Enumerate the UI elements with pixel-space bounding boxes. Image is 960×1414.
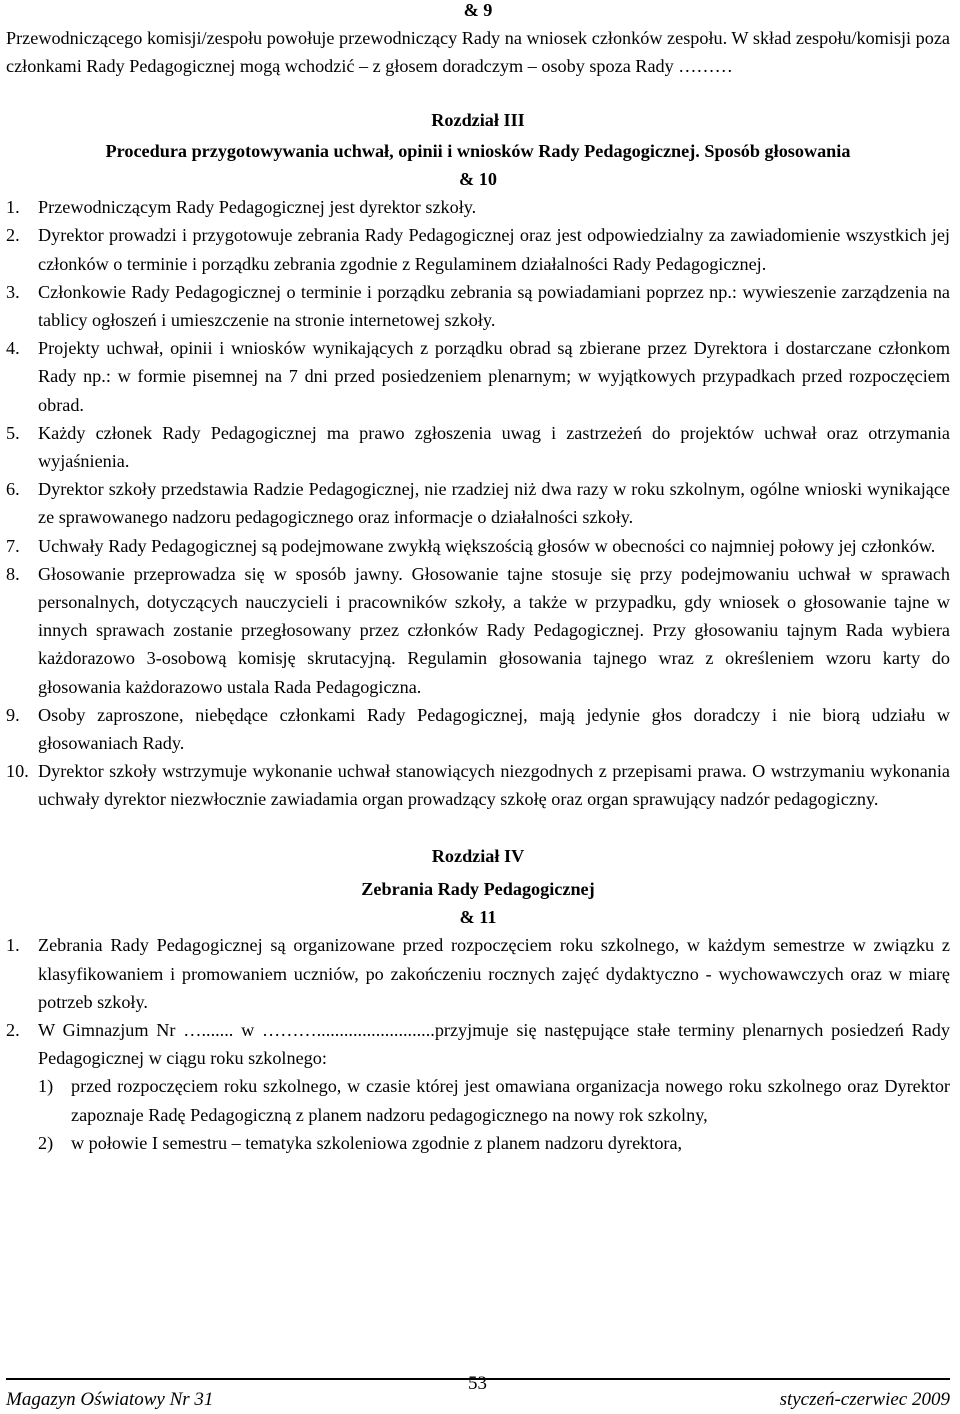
sub-list-item-text: w połowie I semestru – tematyka szkoleniowa zgodnie z planem nadzoru dyrektora, bbox=[71, 1132, 683, 1153]
page-number: 53 bbox=[468, 1373, 487, 1394]
list-item bbox=[6, 193, 950, 221]
sub-list-item-number: 1) bbox=[38, 1076, 54, 1097]
sub-list-item-text: przed rozpoczęciem roku szkolnego, w czasie której jest omawiana organizacja nowego roku szkolnego oraz Dyrektor zapoznaje Radę Pedagogiczną z planem nadzoru pedagogicznego na nowy rok szkolny, bbox=[71, 1076, 950, 1125]
list-item bbox=[6, 931, 950, 1016]
list-item bbox=[6, 221, 950, 277]
list-item-number: 1. bbox=[6, 935, 20, 956]
list-item bbox=[6, 1016, 950, 1072]
document-page bbox=[6, 0, 950, 1157]
list-item-text: Uchwały Rady Pedagogicznej są podejmowane zwykłą większością głosów w obecności co najmniej połowy jej członków. bbox=[38, 535, 936, 556]
list-item bbox=[6, 560, 950, 701]
section-10-list bbox=[6, 193, 950, 813]
list-item-number: 4. bbox=[6, 338, 20, 359]
sub-list-item bbox=[6, 1129, 950, 1157]
list-item-text: Każdy członek Rady Pedagogicznej ma prawo zgłoszenia uwag i zastrzeżeń do projektów uchwał oraz otrzymania wyjaśnienia. bbox=[38, 422, 950, 472]
list-item-number: 7. bbox=[6, 535, 20, 556]
list-item-number: 10. bbox=[6, 761, 29, 782]
list-item-number: 2. bbox=[6, 225, 20, 246]
section-9-text: Przewodniczącego komisji/zespołu powołuje przewodniczący Rady na wniosek członków zespołu. W skład zespołu/komisji poza członkami Rady Pedagogicznej mogą wchodzić – z głosem doradczym – osoby spoza Rady ……… bbox=[6, 28, 950, 77]
list-item-number: 1. bbox=[6, 197, 20, 218]
list-item-text: Przewodniczącym Rady Pedagogicznej jest dyrektor szkoły. bbox=[38, 197, 477, 218]
list-item-number: 6. bbox=[6, 479, 20, 500]
list-item bbox=[6, 532, 950, 560]
section-heading-9: & 9 bbox=[463, 0, 493, 20]
list-item bbox=[6, 701, 950, 757]
page-footer bbox=[6, 1373, 950, 1410]
footer-publication: Magazyn Oświatowy Nr 31 bbox=[6, 1389, 214, 1410]
chapter-3-subtitle: Procedura przygotowywania uchwał, opinii i wniosków Rady Pedagogicznej. Sposób głosowania bbox=[105, 140, 851, 161]
list-item bbox=[6, 334, 950, 419]
section-heading-10: & 10 bbox=[459, 169, 497, 190]
list-item-text: Projekty uchwał, opinii i wniosków wynikających z porządku obrad są zbierane przez Dyrektora i dostarczane członkom Rady np.: w formie pisemnej na 7 dni przed posiedzeniem plenarnym; w wyjątkowych przypadkach przed rozpoczęciem obrad. bbox=[38, 338, 950, 415]
list-item-text: Dyrektor szkoły wstrzymuje wykonanie uchwał stanowiących niezgodnych z przepisami prawa. O wstrzymaniu wykonania uchwały dyrektor niezwłocznie zawiadamia organ prowadzący szkołę oraz organ sprawujący nadzór pedagogiczny. bbox=[38, 761, 950, 810]
list-item-text: Dyrektor prowadzi i przygotowuje zebrania Rady Pedagogicznej oraz jest odpowiedzialny za zawiadomienie wszystkich jej członków o terminie i porządku zebrania zgodnie z Regulaminem działalności Rady Pedagogicznej. bbox=[38, 225, 950, 274]
list-item-text: Członkowie Rady Pedagogicznej o terminie i porządku zebrania są powiadamiani poprzez np.: wywieszenie zarządzenia na tablicy ogłoszeń i umieszczenie na stronie internetowej szkoły. bbox=[38, 281, 950, 331]
list-item-text: Osoby zaproszone, niebędące członkami Rady Pedagogicznej, mają jedynie głos doradczy i nie biorą udziału w głosowaniach Rady. bbox=[38, 704, 950, 754]
list-item-number: 8. bbox=[6, 563, 20, 584]
list-item-number: 2. bbox=[6, 1019, 20, 1040]
list-item-text: Zebrania Rady Pedagogicznej są organizowane przed rozpoczęciem roku szkolnego, w każdym semestrze w związku z klasyfikowaniem i promowaniem uczniów, po zakończeniu rocznych zajęć dydaktyczno - wychowawczych oraz w miarę potrzeb szkoły. bbox=[38, 935, 950, 1012]
list-item-text: Głosowanie przeprowadza się w sposób jawny. Głosowanie tajne stosuje się przy podejmowaniu uchwał w sprawach personalnych, dotyczących nauczycieli i pracowników szkoły, a także w przypadku, gdy wniosek o głosowanie tajne w innych sprawach zostanie przegłosowany przez członków Rady Pedagogicznej. Przy głosowaniu tajnym Rada wybiera każdorazowo 3-osobową komisję skrutacyjną. Regulamin głosowania tajnego wraz z określeniem wzoru karty do głosowania każdorazowo ustala Rada Pedagogiczna. bbox=[38, 563, 950, 697]
list-item-text: W Gimnazjum Nr …....... w ………..........................przyjmuje się następujące stałe terminy plenarnych posiedzeń Rady Pedagogicznej w ciągu roku szkolnego: bbox=[38, 1019, 950, 1069]
sub-list-item bbox=[6, 1072, 950, 1128]
list-item bbox=[6, 475, 950, 531]
section-heading-11: & 11 bbox=[459, 907, 497, 928]
chapter-4-title: Rozdział IV bbox=[431, 845, 525, 866]
chapter-3-title: Rozdział III bbox=[431, 109, 525, 130]
footer-date: styczeń-czerwiec 2009 bbox=[779, 1389, 950, 1410]
sub-list-item-number: 2) bbox=[38, 1132, 54, 1153]
list-item-number: 5. bbox=[6, 422, 20, 443]
list-item bbox=[6, 278, 950, 334]
list-item bbox=[6, 419, 950, 475]
list-item-number: 3. bbox=[6, 281, 20, 302]
chapter-4-subtitle: Zebrania Rady Pedagogicznej bbox=[361, 878, 595, 899]
list-item-number: 9. bbox=[6, 704, 20, 725]
list-item bbox=[6, 757, 950, 813]
list-item-text: Dyrektor szkoły przedstawia Radzie Pedagogicznej, nie rzadziej niż dwa razy w roku szkolnym, ogólne wnioski wynikające ze sprawowanego nadzoru pedagogicznego oraz informacje o działalności szkoły. bbox=[38, 479, 950, 528]
